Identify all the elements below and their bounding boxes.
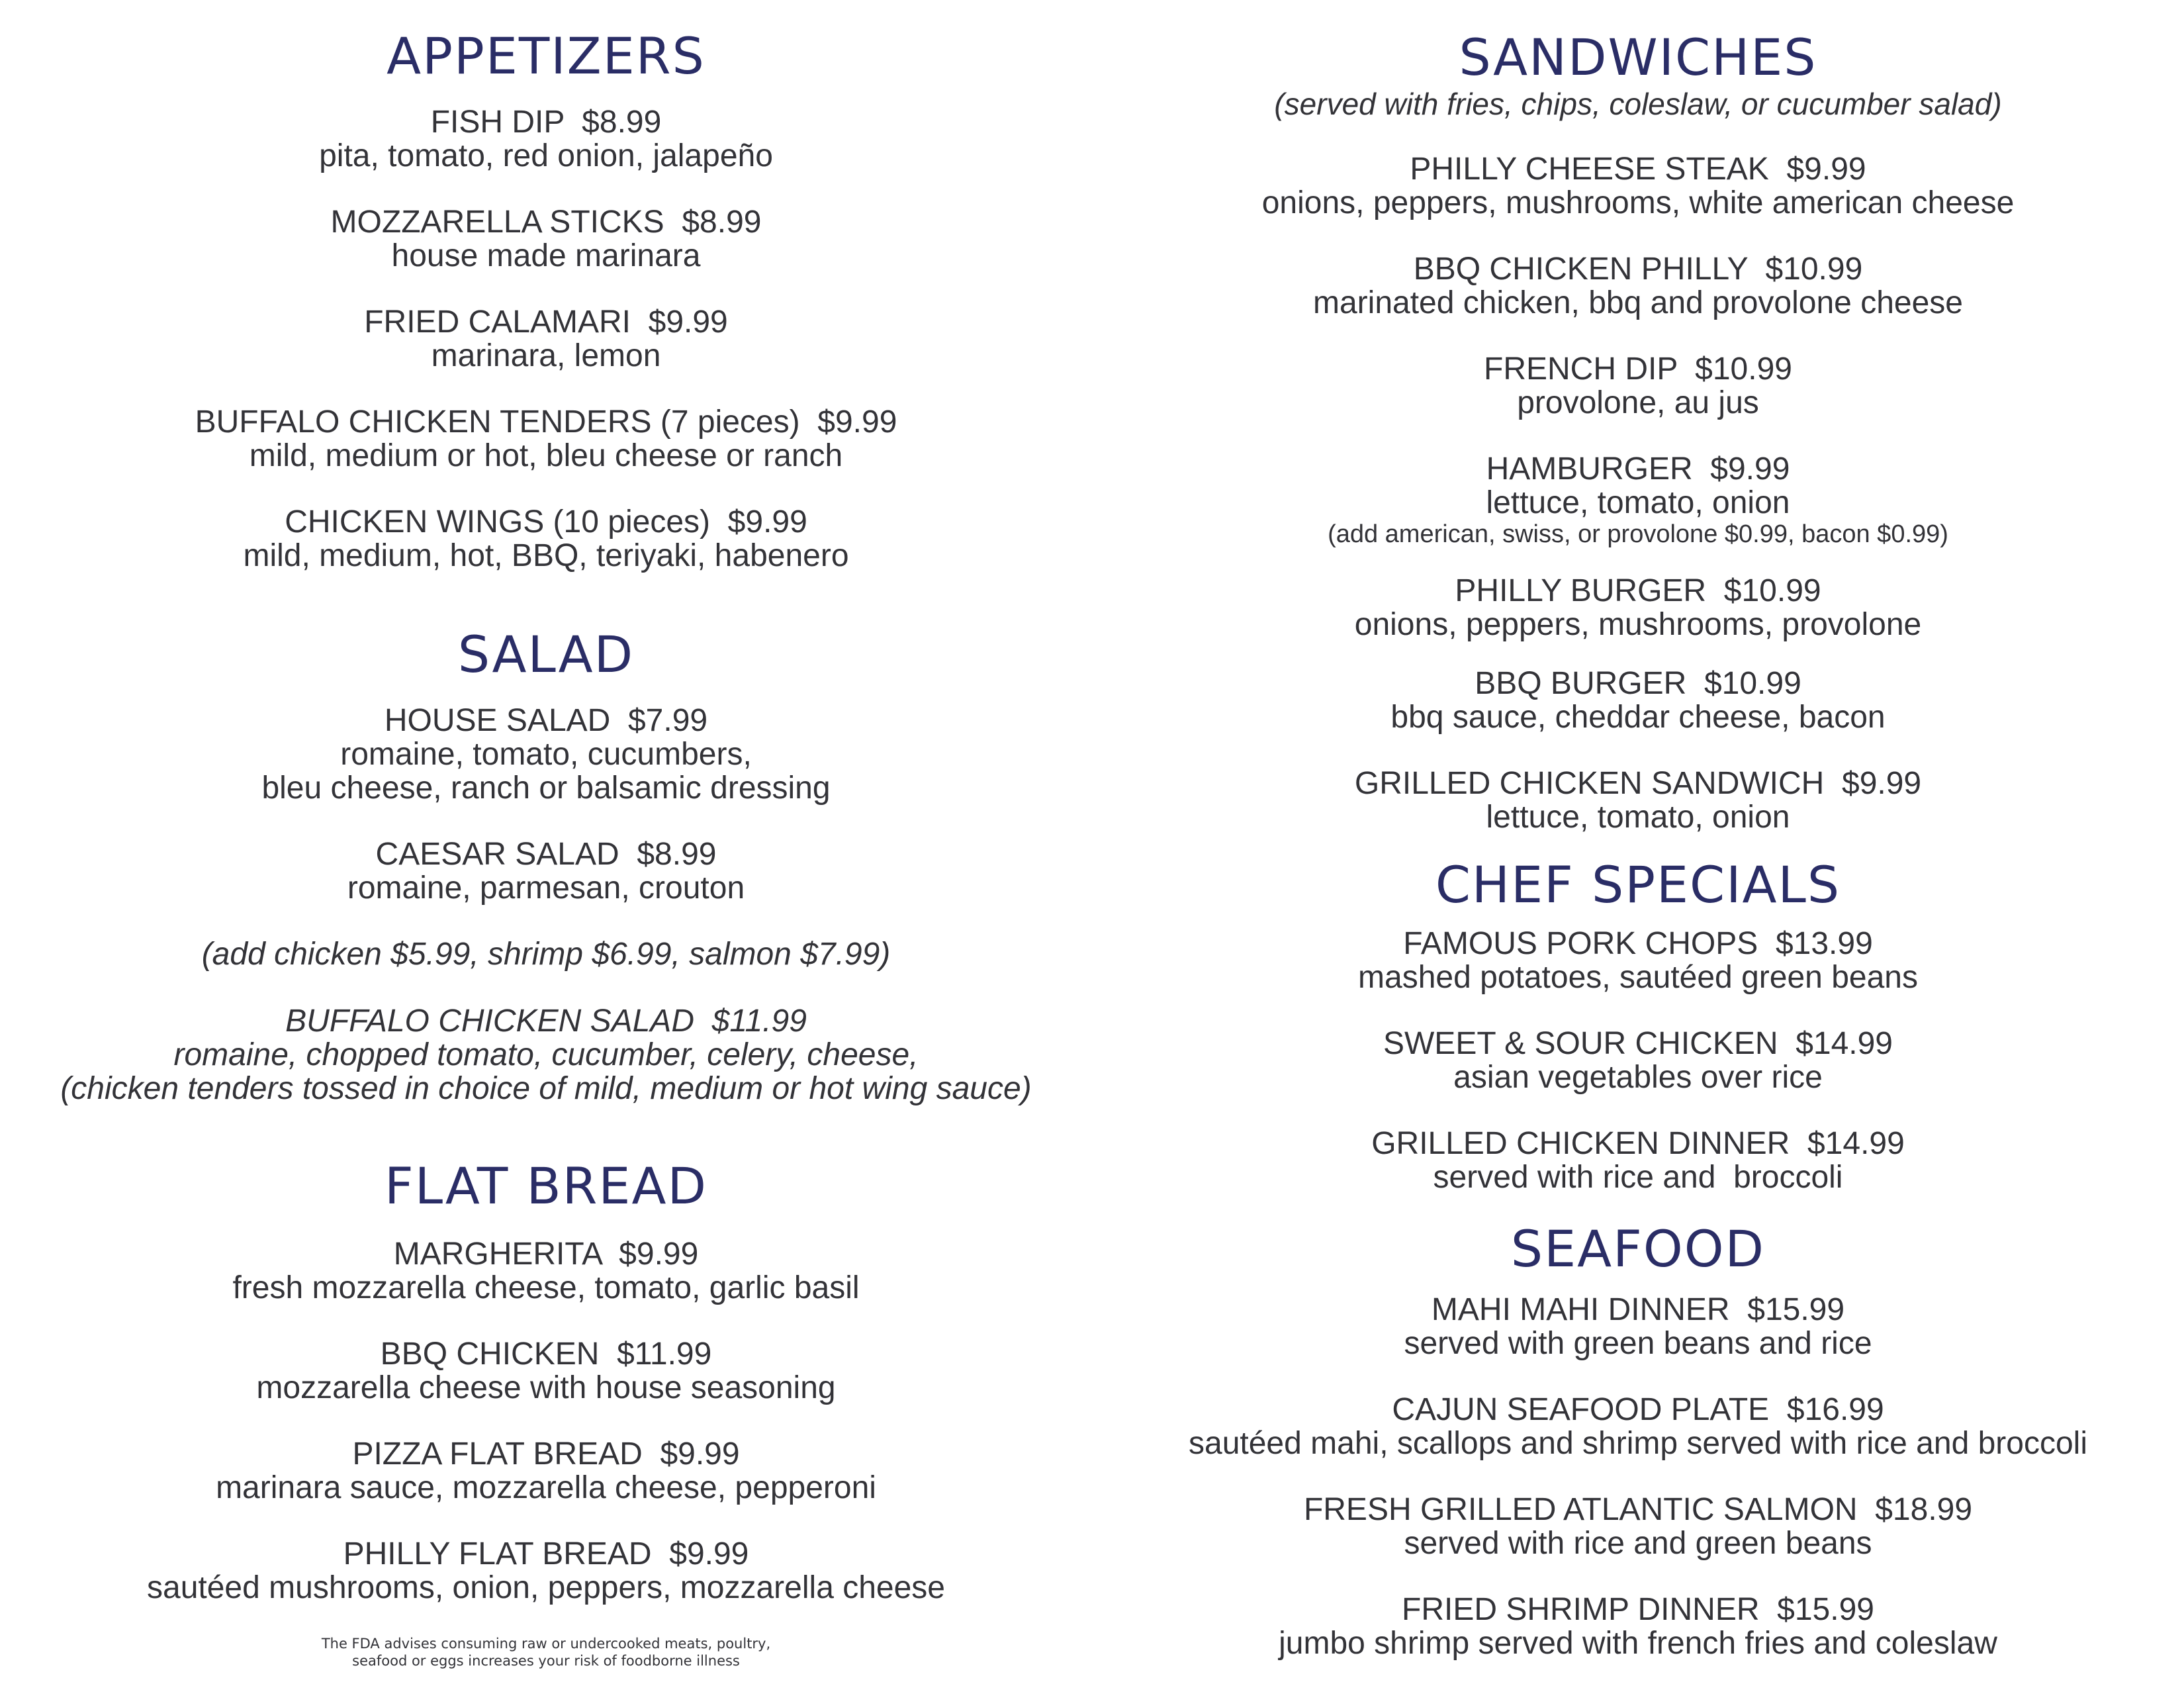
item-name: BBQ CHICKEN PHILLY $10.99 bbox=[1413, 252, 1863, 287]
item-name: FRENCH DIP $10.99 bbox=[1484, 352, 1792, 387]
menu-item bbox=[1092, 927, 2184, 994]
item-name: MOZZARELLA STICKS $8.99 bbox=[330, 205, 762, 240]
item-name: CHICKEN WINGS (10 pieces) $9.99 bbox=[285, 504, 807, 539]
appetizers-heading: APPETIZERS bbox=[387, 26, 705, 85]
item-addon-note: (add american, swiss, or provolone $0.99, bacon $0.99) bbox=[1328, 520, 1948, 548]
item-description: romaine, chopped tomato, cucumber, celery, cheese, bbox=[173, 1037, 919, 1072]
menu-item bbox=[1092, 667, 2184, 734]
item-name: SWEET & SOUR CHICKEN $14.99 bbox=[1383, 1026, 1893, 1061]
item-name: FRIED SHRIMP DINNER $15.99 bbox=[1402, 1592, 1874, 1627]
menu-item bbox=[0, 704, 1092, 805]
item-description: marinara sauce, mozzarella cheese, pepperoni bbox=[216, 1470, 876, 1505]
item-description: marinated chicken, bbq and provolone cheese bbox=[1313, 285, 1963, 320]
item-name: BUFFALO CHICKEN SALAD $11.99 bbox=[285, 1004, 807, 1039]
item-description: onions, peppers, mushrooms, white american cheese bbox=[1261, 185, 2015, 220]
fda-disclaimer bbox=[0, 1635, 1092, 1669]
item-description: mild, medium, hot, BBQ, teriyaki, habenero bbox=[243, 538, 849, 573]
item-description: mozzarella cheese with house seasoning bbox=[256, 1370, 836, 1405]
menu-item bbox=[1092, 352, 2184, 420]
menu-item bbox=[0, 1437, 1092, 1505]
salad-heading: SALAD bbox=[457, 625, 635, 684]
menu-item bbox=[1092, 1493, 2184, 1560]
item-description: bleu cheese, ranch or balsamic dressing bbox=[261, 771, 831, 806]
menu-item bbox=[1092, 152, 2184, 220]
item-description: sautéed mushrooms, onion, peppers, mozzarella cheese bbox=[147, 1570, 945, 1605]
menu-item bbox=[0, 1004, 1092, 1105]
item-name: CAJUN SEAFOOD PLATE $16.99 bbox=[1392, 1392, 1884, 1427]
item-name: PHILLY FLAT BREAD $9.99 bbox=[343, 1536, 749, 1571]
item-description: onions, peppers, mushrooms, provolone bbox=[1354, 607, 1922, 642]
item-description: served with green beans and rice bbox=[1404, 1326, 1872, 1361]
menu-item bbox=[0, 105, 1092, 173]
item-name: GRILLED CHICKEN SANDWICH $9.99 bbox=[1354, 766, 1922, 801]
menu-item bbox=[1092, 1593, 2184, 1660]
menu-item bbox=[1092, 452, 2184, 549]
sandwiches-heading: SANDWICHES bbox=[1459, 28, 1817, 87]
item-description: pita, tomato, red onion, jalapeño bbox=[319, 138, 773, 173]
menu-item bbox=[1092, 252, 2184, 320]
item-description: romaine, parmesan, crouton bbox=[347, 870, 745, 906]
item-name: MARGHERITA $9.99 bbox=[393, 1237, 699, 1272]
salad-addon-note: (add chicken $5.99, shrimp $6.99, salmon $7.99) bbox=[201, 937, 891, 972]
item-name: HAMBURGER $9.99 bbox=[1486, 451, 1790, 487]
item-name: CAESAR SALAD $8.99 bbox=[375, 837, 717, 872]
item-description: mashed potatoes, sautéed green beans bbox=[1358, 960, 1918, 995]
item-description: romaine, tomato, cucumbers, bbox=[340, 737, 752, 772]
item-description: lettuce, tomato, onion bbox=[1486, 800, 1790, 835]
menu-item bbox=[1092, 1127, 2184, 1194]
item-description: provolone, au jus bbox=[1517, 385, 1759, 420]
flatbread-heading: FLAT BREAD bbox=[385, 1156, 707, 1215]
sandwiches-subtitle: (served with fries, chips, coleslaw, or cucumber salad) bbox=[1274, 87, 2002, 121]
item-description: house made marinara bbox=[391, 238, 701, 273]
menu-item bbox=[0, 1337, 1092, 1405]
item-description: lettuce, tomato, onion bbox=[1486, 485, 1790, 520]
menu-item bbox=[0, 505, 1092, 573]
disclaimer-line: The FDA advises consuming raw or undercooked meats, poultry, bbox=[321, 1636, 771, 1652]
item-description: bbq sauce, cheddar cheese, bacon bbox=[1390, 700, 1886, 735]
item-description: jumbo shrimp served with french fries and coleslaw bbox=[1279, 1626, 1997, 1661]
menu-item bbox=[1092, 1027, 2184, 1094]
menu-item bbox=[0, 1537, 1092, 1605]
menu-item bbox=[0, 305, 1092, 373]
item-name: BUFFALO CHICKEN TENDERS (7 pieces) $9.99 bbox=[195, 404, 897, 440]
item-name: MAHI MAHI DINNER $15.99 bbox=[1431, 1292, 1845, 1327]
item-description: (chicken tenders tossed in choice of mild, medium or hot wing sauce) bbox=[60, 1071, 1032, 1106]
item-name: GRILLED CHICKEN DINNER $14.99 bbox=[1371, 1126, 1905, 1161]
seafood-heading: SEAFOOD bbox=[1510, 1219, 1766, 1278]
menu-item bbox=[0, 1237, 1092, 1305]
item-description: fresh mozzarella cheese, tomato, garlic basil bbox=[232, 1270, 860, 1305]
item-name: PHILLY CHEESE STEAK $9.99 bbox=[1410, 152, 1866, 187]
menu-item bbox=[0, 405, 1092, 473]
menu-item bbox=[1092, 767, 2184, 834]
item-name: FISH DIP $8.99 bbox=[430, 105, 662, 140]
item-description: sautéed mahi, scallops and shrimp served with rice and broccoli bbox=[1189, 1426, 2087, 1461]
item-description: marinara, lemon bbox=[431, 338, 661, 373]
item-name: FRIED CALAMARI $9.99 bbox=[364, 305, 728, 340]
menu-item bbox=[1092, 1293, 2184, 1360]
item-name: BBQ CHICKEN $11.99 bbox=[380, 1336, 712, 1372]
item-name: PIZZA FLAT BREAD $9.99 bbox=[352, 1436, 740, 1472]
item-description: mild, medium or hot, bleu cheese or ranch bbox=[249, 438, 843, 473]
item-name: HOUSE SALAD $7.99 bbox=[384, 703, 708, 738]
menu-item bbox=[1092, 574, 2184, 641]
disclaimer-line: seafood or eggs increases your risk of foodborne illness bbox=[352, 1653, 740, 1669]
item-name: FRESH GRILLED ATLANTIC SALMON $18.99 bbox=[1303, 1492, 1973, 1527]
item-name: BBQ BURGER $10.99 bbox=[1475, 666, 1801, 701]
menu-item bbox=[0, 205, 1092, 273]
item-description: served with rice and green beans bbox=[1404, 1526, 1872, 1561]
item-name: PHILLY BURGER $10.99 bbox=[1455, 573, 1821, 608]
item-description: asian vegetables over rice bbox=[1453, 1060, 1823, 1095]
item-description: served with rice and broccoli bbox=[1433, 1160, 1843, 1195]
chef-specials-heading: CHEF SPECIALS bbox=[1435, 855, 1841, 914]
menu-item bbox=[1092, 1393, 2184, 1460]
item-name: FAMOUS PORK CHOPS $13.99 bbox=[1403, 926, 1873, 961]
menu-item bbox=[0, 837, 1092, 905]
